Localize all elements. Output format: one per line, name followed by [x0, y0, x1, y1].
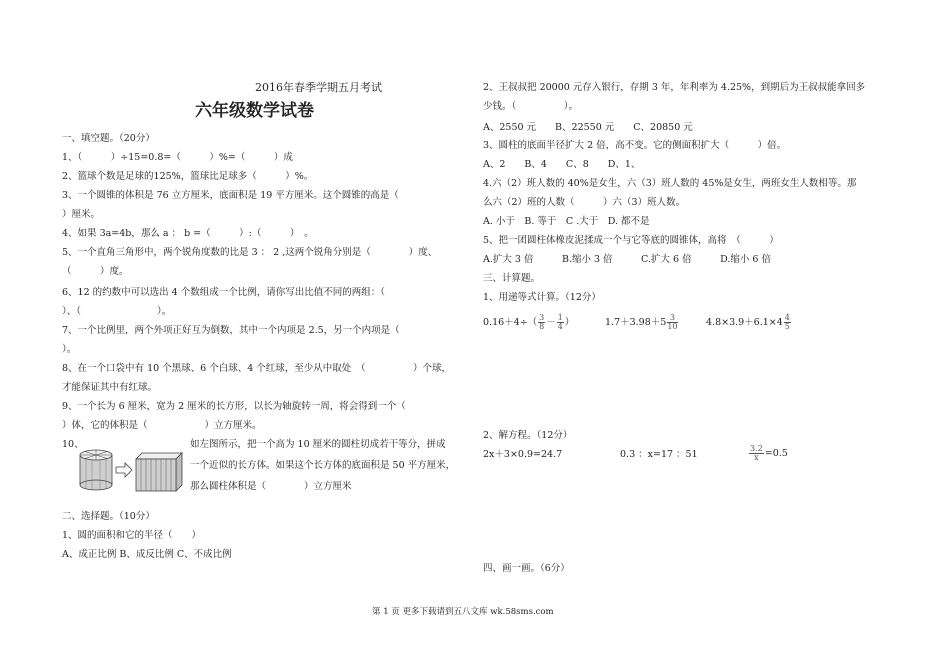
fraction-numerator: 3.2 [750, 444, 763, 453]
question-1: 1、（ ）÷15=0.8=（ ）%=（ ）成 [62, 152, 293, 163]
fraction-denominator: 8 [539, 322, 545, 331]
fraction-denominator: x [754, 453, 759, 462]
choice-4-line-2: 么六（2）班的人数（ ）六（3）班人数。 [483, 197, 686, 208]
section-draw-heading: 四、画一画。（6分） [483, 563, 570, 574]
choice-2-line-2: 少钱。（ ）。 [483, 101, 579, 112]
section-choice-heading: 二、选择题。（10分） [62, 511, 155, 522]
choice-1-options: A、成正比例 B、成反比例 C、不成比例 [62, 549, 232, 560]
calc-2-title: 2、解方程。（12分） [483, 430, 573, 441]
fraction-denominator: 4 [557, 322, 563, 331]
question-10-line-3: 那么圆柱体积是（ ）立方厘米 [190, 481, 352, 492]
question-9-line-1: 9、一个长为 6 厘米，宽为 2 厘米的长方形，以长为轴旋转一周，将会得到一个（ [62, 401, 406, 412]
fraction-numerator: 3 [667, 314, 677, 323]
equation-3 [748, 443, 788, 465]
question-2: 2、篮球个数是足球的125%，篮球比足球多（ ）%。 [62, 171, 314, 182]
calc-expression-3-prefix: 4.8×3.9＋6.1×4 [706, 317, 783, 328]
fraction-4-5 [784, 314, 791, 331]
cylinder-to-cuboid-figure [78, 447, 188, 493]
question-4: 4、如果 3a=4b，那么 a ： b =（ ）:（ ） 。 [62, 228, 314, 239]
question-10-line-1: 如左图所示，把一个高为 10 厘米的圆柱切成若干等分，拼成 [190, 439, 446, 450]
question-5-line-2: （ ）度。 [62, 266, 129, 277]
question-3-line-1: 3、一个圆锥的体积是 76 立方厘米，底面积是 19 平方厘米。这个圆锥的高是（ [62, 190, 399, 201]
fraction-numerator: 1 [557, 313, 563, 322]
calc-expression-1-prefix: 0.16＋4÷（ [483, 317, 538, 328]
question-9-line-2: ）体，它的体积是（ ）立方厘米。 [62, 420, 262, 431]
fraction-numerator: 4 [784, 313, 790, 322]
question-8-line-2: 才能保证其中有红球。 [62, 382, 158, 393]
page-footer: 第 1 页 更多下载请到五八文库 wk.58sms.com [372, 607, 554, 617]
choice-3: 3、圆柱的底面半径扩大 2 倍，高不变。它的侧面积扩大（ ）倍。 [483, 140, 787, 151]
question-6-line-1: 6、12 的约数中可以选出 4 个数组成一个比例，请你写出比值不同的两组：（ [62, 287, 385, 298]
question-3-line-2: ）厘米。 [62, 209, 101, 220]
cuboid-icon [136, 453, 182, 491]
calc-expression-2-prefix: 1.7＋3.98＋5 [605, 317, 667, 328]
choice-4-options: A. 小于 B. 等于 C .大于 D. 都不是 [483, 216, 650, 227]
section-calc-heading: 三、计算题。 [483, 273, 541, 284]
calc-expression-1 [483, 312, 574, 334]
fraction-3-8 [538, 314, 545, 331]
section-fill-in-heading: 一、填空题。（20分） [62, 133, 155, 144]
equation-1: 2x＋3×0.9=24.7 [483, 449, 563, 460]
calc-expression-3 [706, 312, 792, 334]
calc-1-title: 1、用递等式计算。（12分） [483, 292, 601, 303]
question-7-line-2: ）。 [62, 344, 77, 355]
exam-title: 2016年春季学期五月考试 [255, 81, 382, 94]
choice-5-options: A.扩大 3 倍 B.缩小 3 倍 C.扩大 6 倍 D.缩小 6 倍 [483, 254, 771, 265]
choice-4-line-1: 4.六（2）班人数的 40%是女生，六（3）班人数的 45%是女生，两班女生人数相等。那 [483, 178, 857, 189]
question-10-number: 10、 [62, 439, 84, 450]
choice-3-options: A、2 B、4 C、8 D、1、 [483, 159, 641, 170]
fraction-numerator: 3 [539, 313, 545, 322]
question-7-line-1: 7、一个比例里，两个外项正好互为倒数，其中一个内项是 2.5，另一个内项是（ [62, 325, 400, 336]
fraction-1-4 [557, 314, 564, 331]
fraction-3.2-over-x [749, 445, 764, 462]
fraction-denominator: 5 [784, 322, 790, 331]
right-arrow-icon [116, 463, 132, 477]
question-8-line-1: 8、在一个口袋中有 10 个黑球、6 个白球、4 个红球，至少从中取处 （ ）个球， [62, 363, 452, 374]
fraction-denominator: 10 [667, 322, 678, 331]
choice-2-options: A、2550 元 B、22550 元 C、20850 元 [483, 122, 693, 133]
fraction-3-10 [667, 314, 677, 331]
choice-5: 5、把一团圆柱体橡皮泥揉成一个与它等底的圆锥体，高将 （ ） [483, 235, 779, 246]
question-6-line-2: ）、（ ）。 [62, 306, 172, 317]
calc-expression-1-suffix: ） [564, 317, 575, 328]
minus-sign: － [546, 317, 556, 328]
equation-2: 0.3 ：x=17 ：51 [620, 449, 698, 460]
choice-2-line-1: 2、王叔叔把 20000 元存入银行，存期 3 年，年利率为 4.25%，到期后为王叔叔能拿回多 [483, 82, 866, 93]
equation-3-suffix: =0.5 [764, 448, 788, 459]
exam-subtitle: 六年级数学试卷 [195, 101, 314, 121]
question-10-line-2: 一个近似的长方体。如果这个长方体的底面积是 50 平方厘米， [190, 460, 456, 471]
question-5-line-1: 5、一个直角三角形中，两个锐角度数的比是 3 ： 2 ,这两个锐角分别是（ ）度、 [62, 247, 438, 258]
choice-1: 1、圆的面积和它的半径（ ） [62, 530, 202, 541]
cylinder-icon [80, 450, 112, 490]
calc-expression-2 [605, 312, 679, 334]
